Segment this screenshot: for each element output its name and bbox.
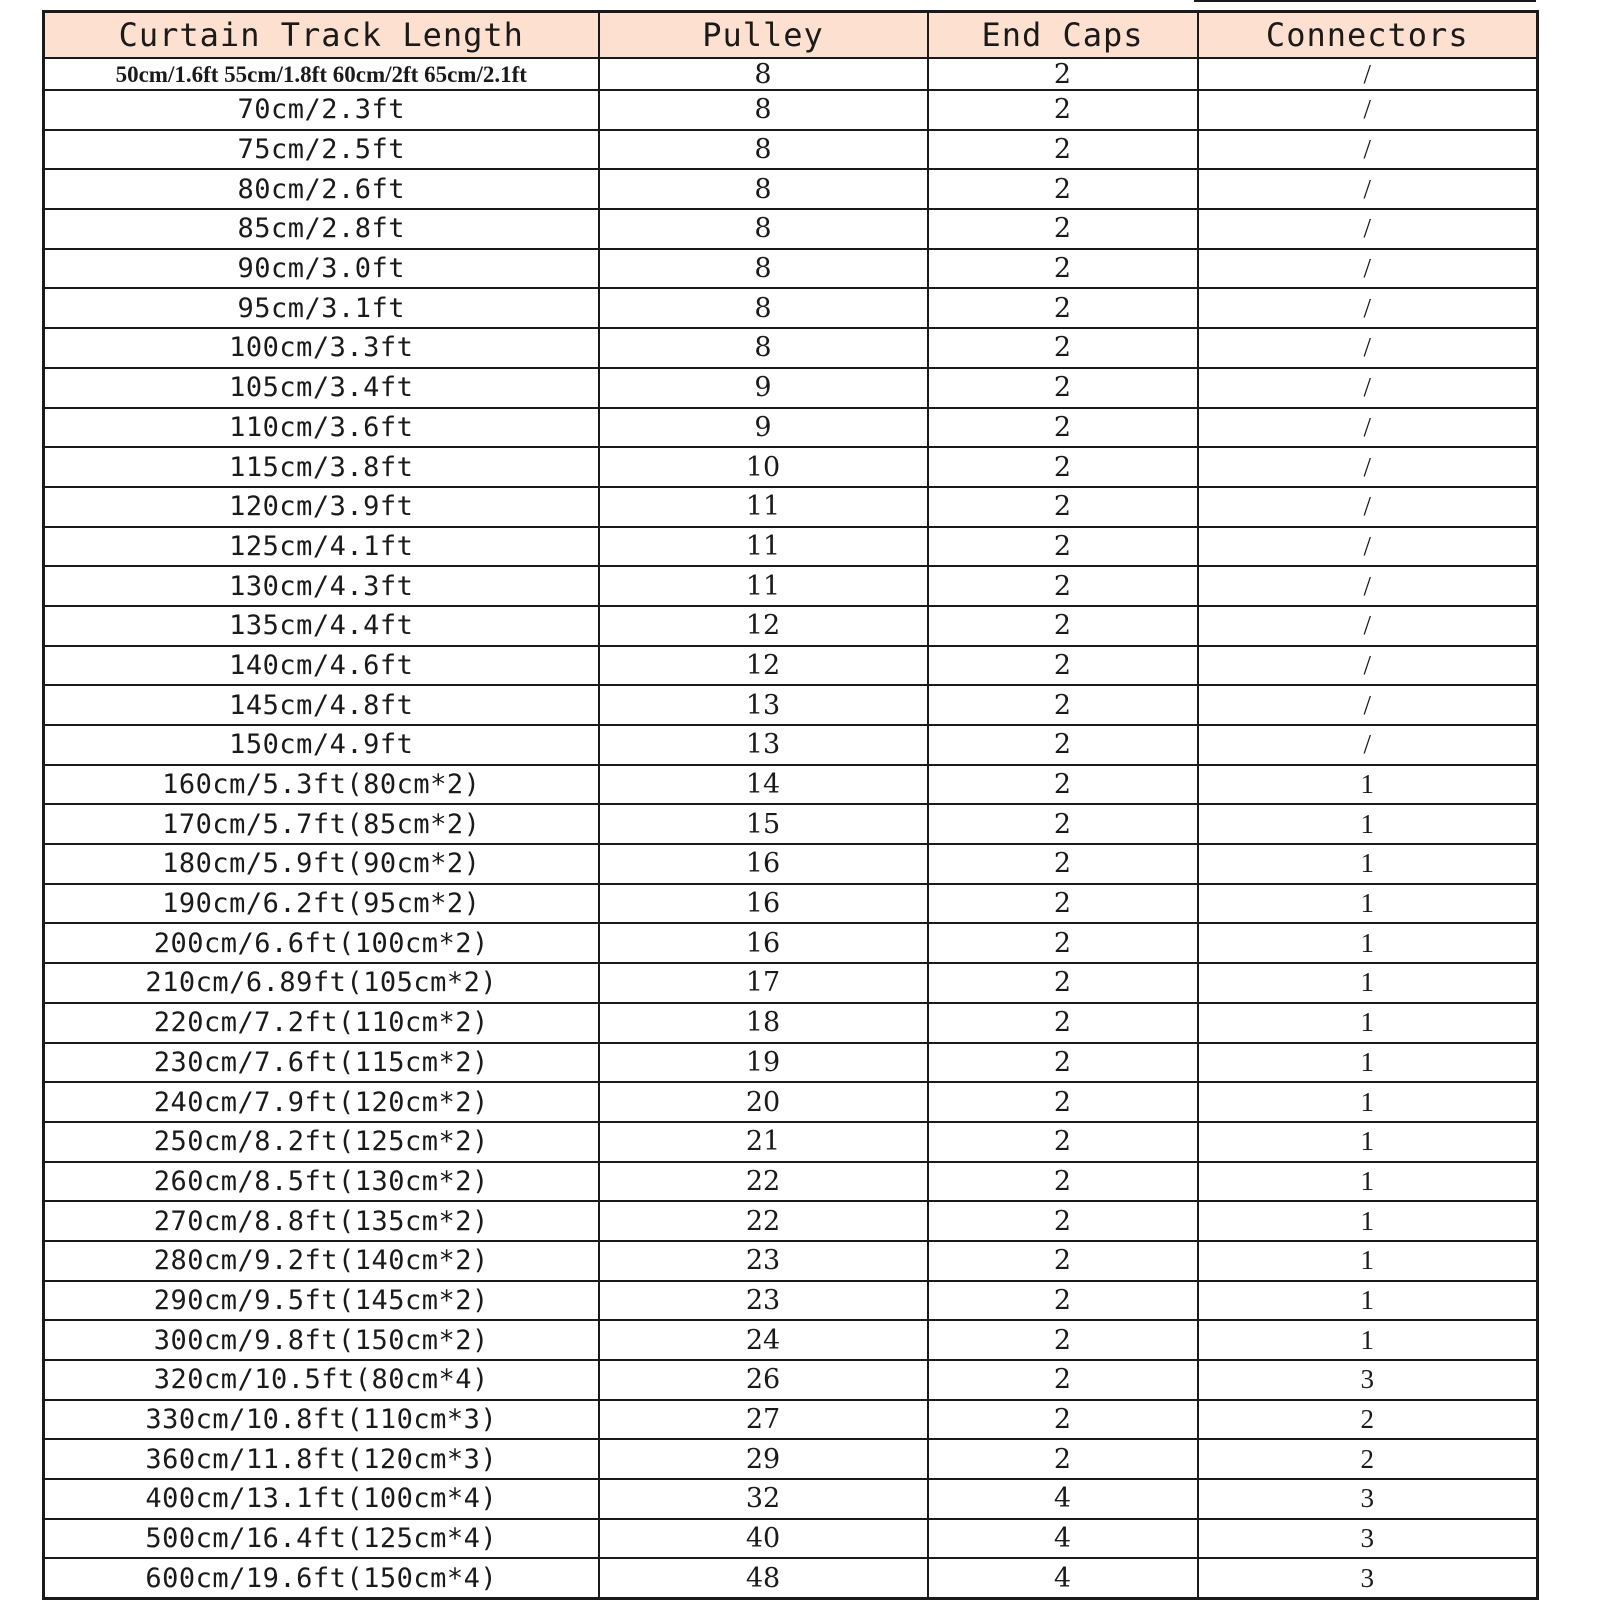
pulley-cell: 16 [599,884,928,924]
track-length-cell: 140cm/4.6ft [44,646,599,686]
end-caps-cell: 2 [928,566,1198,606]
track-length-cell: 280cm/9.2ft(140cm*2) [44,1241,599,1281]
track-length-cell: 150cm/4.9ft [44,725,599,765]
end-caps-cell: 2 [928,328,1198,368]
table-row [44,606,1538,646]
table-row [44,1320,1538,1360]
table-row [44,408,1538,448]
track-length-cell: 360cm/11.8ft(120cm*3) [44,1439,599,1479]
end-caps-cell: 4 [928,1519,1198,1559]
table-row [44,1400,1538,1440]
end-caps-cell: 2 [928,249,1198,289]
end-caps-cell: 2 [928,447,1198,487]
pulley-cell: 14 [599,765,928,805]
connectors-cell: / [1198,566,1538,606]
connectors-cell: 1 [1198,963,1538,1003]
pulley-cell: 21 [599,1122,928,1162]
pulley-cell: 8 [599,169,928,209]
connectors-cell: 1 [1198,884,1538,924]
end-caps-cell: 2 [928,288,1198,328]
table-row [44,249,1538,289]
connectors-cell: / [1198,685,1538,725]
track-length-cell: 95cm/3.1ft [44,288,599,328]
track-length-cell: 110cm/3.6ft [44,408,599,448]
table-row [44,130,1538,170]
connectors-cell: / [1198,408,1538,448]
pulley-cell: 8 [599,288,928,328]
connectors-cell: 1 [1198,804,1538,844]
pulley-cell: 18 [599,1003,928,1043]
table-row [44,1281,1538,1321]
track-length-cell: 290cm/9.5ft(145cm*2) [44,1281,599,1321]
end-caps-cell: 2 [928,1082,1198,1122]
table-row [44,90,1538,130]
curtain-track-table [42,10,1539,1600]
table-header [44,12,1538,59]
end-caps-cell: 2 [928,923,1198,963]
end-caps-cell: 2 [928,408,1198,448]
end-caps-cell: 2 [928,487,1198,527]
connectors-cell: 1 [1198,1320,1538,1360]
track-length-cell: 115cm/3.8ft [44,447,599,487]
table-row [44,804,1538,844]
connectors-cell: 1 [1198,1201,1538,1241]
table-row [44,1201,1538,1241]
table-row [44,1122,1538,1162]
end-caps-cell: 2 [928,804,1198,844]
connectors-cell: 3 [1198,1479,1538,1519]
pulley-cell: 13 [599,685,928,725]
pulley-cell: 48 [599,1558,928,1598]
pulley-cell: 11 [599,487,928,527]
end-caps-cell: 2 [928,368,1198,408]
pulley-cell: 9 [599,368,928,408]
table-row [44,646,1538,686]
end-caps-cell: 2 [928,1162,1198,1202]
connectors-cell: 1 [1198,1043,1538,1083]
track-length-cell: 100cm/3.3ft [44,328,599,368]
table-row [44,209,1538,249]
track-length-cell: 70cm/2.3ft [44,90,599,130]
connectors-cell: / [1198,368,1538,408]
table-row [44,1479,1538,1519]
connectors-cell: / [1198,487,1538,527]
connectors-cell: / [1198,58,1538,90]
track-length-cell: 120cm/3.9ft [44,487,599,527]
end-caps-cell: 4 [928,1558,1198,1598]
track-length-cell: 50cm/1.6ft 55cm/1.8ft 60cm/2ft 65cm/2.1ft [44,58,599,90]
connectors-cell: / [1198,288,1538,328]
end-caps-cell: 2 [928,963,1198,1003]
end-caps-cell: 2 [928,765,1198,805]
connectors-cell: 1 [1198,1241,1538,1281]
header-end-caps: End Caps [928,12,1198,59]
track-length-cell: 170cm/5.7ft(85cm*2) [44,804,599,844]
track-length-cell: 160cm/5.3ft(80cm*2) [44,765,599,805]
track-length-cell: 500cm/16.4ft(125cm*4) [44,1519,599,1559]
table-body [44,58,1538,1599]
track-length-cell: 300cm/9.8ft(150cm*2) [44,1320,599,1360]
pulley-cell: 13 [599,725,928,765]
table-row [44,447,1538,487]
pulley-cell: 40 [599,1519,928,1559]
end-caps-cell: 2 [928,1003,1198,1043]
table-row [44,884,1538,924]
table-row [44,368,1538,408]
connectors-cell: / [1198,527,1538,567]
end-caps-cell: 2 [928,884,1198,924]
end-caps-cell: 2 [928,58,1198,90]
track-length-cell: 200cm/6.6ft(100cm*2) [44,923,599,963]
end-caps-cell: 2 [928,685,1198,725]
table-row [44,923,1538,963]
pulley-cell: 17 [599,963,928,1003]
pulley-cell: 16 [599,923,928,963]
end-caps-cell: 2 [928,606,1198,646]
track-length-cell: 130cm/4.3ft [44,566,599,606]
connectors-cell: 1 [1198,1281,1538,1321]
end-caps-cell: 2 [928,169,1198,209]
connectors-cell: / [1198,90,1538,130]
table-row [44,725,1538,765]
track-length-cell: 400cm/13.1ft(100cm*4) [44,1479,599,1519]
connectors-cell: 1 [1198,844,1538,884]
end-caps-cell: 2 [928,725,1198,765]
connectors-cell: 1 [1198,1082,1538,1122]
table-row [44,58,1538,90]
table-row [44,527,1538,567]
end-caps-cell: 2 [928,527,1198,567]
connectors-cell: 1 [1198,1122,1538,1162]
track-length-cell: 260cm/8.5ft(130cm*2) [44,1162,599,1202]
connectors-cell: 3 [1198,1519,1538,1559]
track-length-cell: 250cm/8.2ft(125cm*2) [44,1122,599,1162]
header-track-length: Curtain Track Length [44,12,599,59]
pulley-cell: 22 [599,1201,928,1241]
end-caps-cell: 2 [928,1201,1198,1241]
connectors-cell: / [1198,209,1538,249]
track-length-cell: 180cm/5.9ft(90cm*2) [44,844,599,884]
track-length-cell: 240cm/7.9ft(120cm*2) [44,1082,599,1122]
table-row [44,328,1538,368]
track-length-cell: 230cm/7.6ft(115cm*2) [44,1043,599,1083]
table-row [44,963,1538,1003]
pulley-cell: 11 [599,566,928,606]
top-border-stub [1194,0,1536,2]
track-length-cell: 220cm/7.2ft(110cm*2) [44,1003,599,1043]
pulley-cell: 8 [599,90,928,130]
end-caps-cell: 2 [928,646,1198,686]
pulley-cell: 8 [599,58,928,90]
connectors-cell: 3 [1198,1360,1538,1400]
pulley-cell: 8 [599,209,928,249]
end-caps-cell: 2 [928,844,1198,884]
connectors-cell: 1 [1198,1003,1538,1043]
table-row [44,1043,1538,1083]
track-length-cell: 320cm/10.5ft(80cm*4) [44,1360,599,1400]
pulley-cell: 9 [599,408,928,448]
pulley-cell: 22 [599,1162,928,1202]
table-row [44,288,1538,328]
track-length-cell: 85cm/2.8ft [44,209,599,249]
end-caps-cell: 4 [928,1479,1198,1519]
table-row [44,566,1538,606]
header-pulley: Pulley [599,12,928,59]
connectors-cell: / [1198,130,1538,170]
pulley-cell: 23 [599,1241,928,1281]
track-length-cell: 600cm/19.6ft(150cm*4) [44,1558,599,1598]
table-row [44,1360,1538,1400]
connectors-cell: 1 [1198,923,1538,963]
end-caps-cell: 2 [928,1043,1198,1083]
table-row [44,1082,1538,1122]
pulley-cell: 24 [599,1320,928,1360]
end-caps-cell: 2 [928,1281,1198,1321]
pulley-cell: 8 [599,249,928,289]
end-caps-cell: 2 [928,1400,1198,1440]
connectors-cell: / [1198,447,1538,487]
table-row [44,487,1538,527]
track-length-cell: 135cm/4.4ft [44,606,599,646]
end-caps-cell: 2 [928,1320,1198,1360]
connectors-cell: 2 [1198,1439,1538,1479]
end-caps-cell: 2 [928,1360,1198,1400]
table-row [44,844,1538,884]
connectors-cell: / [1198,646,1538,686]
connectors-cell: 2 [1198,1400,1538,1440]
pulley-cell: 15 [599,804,928,844]
track-length-cell: 210cm/6.89ft(105cm*2) [44,963,599,1003]
pulley-cell: 10 [599,447,928,487]
track-length-cell: 75cm/2.5ft [44,130,599,170]
pulley-cell: 8 [599,328,928,368]
table-row [44,1003,1538,1043]
end-caps-cell: 2 [928,130,1198,170]
connectors-cell: / [1198,169,1538,209]
connectors-cell: / [1198,606,1538,646]
end-caps-cell: 2 [928,90,1198,130]
pulley-cell: 26 [599,1360,928,1400]
track-length-cell: 190cm/6.2ft(95cm*2) [44,884,599,924]
track-length-cell: 90cm/3.0ft [44,249,599,289]
track-length-cell: 330cm/10.8ft(110cm*3) [44,1400,599,1440]
pulley-cell: 12 [599,646,928,686]
table-row [44,685,1538,725]
track-length-cell: 125cm/4.1ft [44,527,599,567]
track-length-cell: 270cm/8.8ft(135cm*2) [44,1201,599,1241]
header-row [44,12,1538,59]
table-row [44,1241,1538,1281]
header-connectors: Connectors [1198,12,1538,59]
pulley-cell: 20 [599,1082,928,1122]
pulley-cell: 32 [599,1479,928,1519]
track-length-cell: 145cm/4.8ft [44,685,599,725]
pulley-cell: 8 [599,130,928,170]
connectors-cell: 3 [1198,1558,1538,1598]
pulley-cell: 19 [599,1043,928,1083]
end-caps-cell: 2 [928,1122,1198,1162]
connectors-cell: / [1198,725,1538,765]
table-row [44,1162,1538,1202]
track-length-cell: 80cm/2.6ft [44,169,599,209]
pulley-cell: 27 [599,1400,928,1440]
connectors-cell: 1 [1198,1162,1538,1202]
track-length-cell: 105cm/3.4ft [44,368,599,408]
pulley-cell: 11 [599,527,928,567]
table-row [44,1519,1538,1559]
table-row [44,765,1538,805]
connectors-cell: / [1198,249,1538,289]
table-row [44,169,1538,209]
pulley-cell: 12 [599,606,928,646]
pulley-cell: 16 [599,844,928,884]
pulley-cell: 23 [599,1281,928,1321]
pulley-cell: 29 [599,1439,928,1479]
connectors-cell: / [1198,328,1538,368]
table-row [44,1558,1538,1598]
end-caps-cell: 2 [928,209,1198,249]
end-caps-cell: 2 [928,1439,1198,1479]
table-row [44,1439,1538,1479]
end-caps-cell: 2 [928,1241,1198,1281]
connectors-cell: 1 [1198,765,1538,805]
